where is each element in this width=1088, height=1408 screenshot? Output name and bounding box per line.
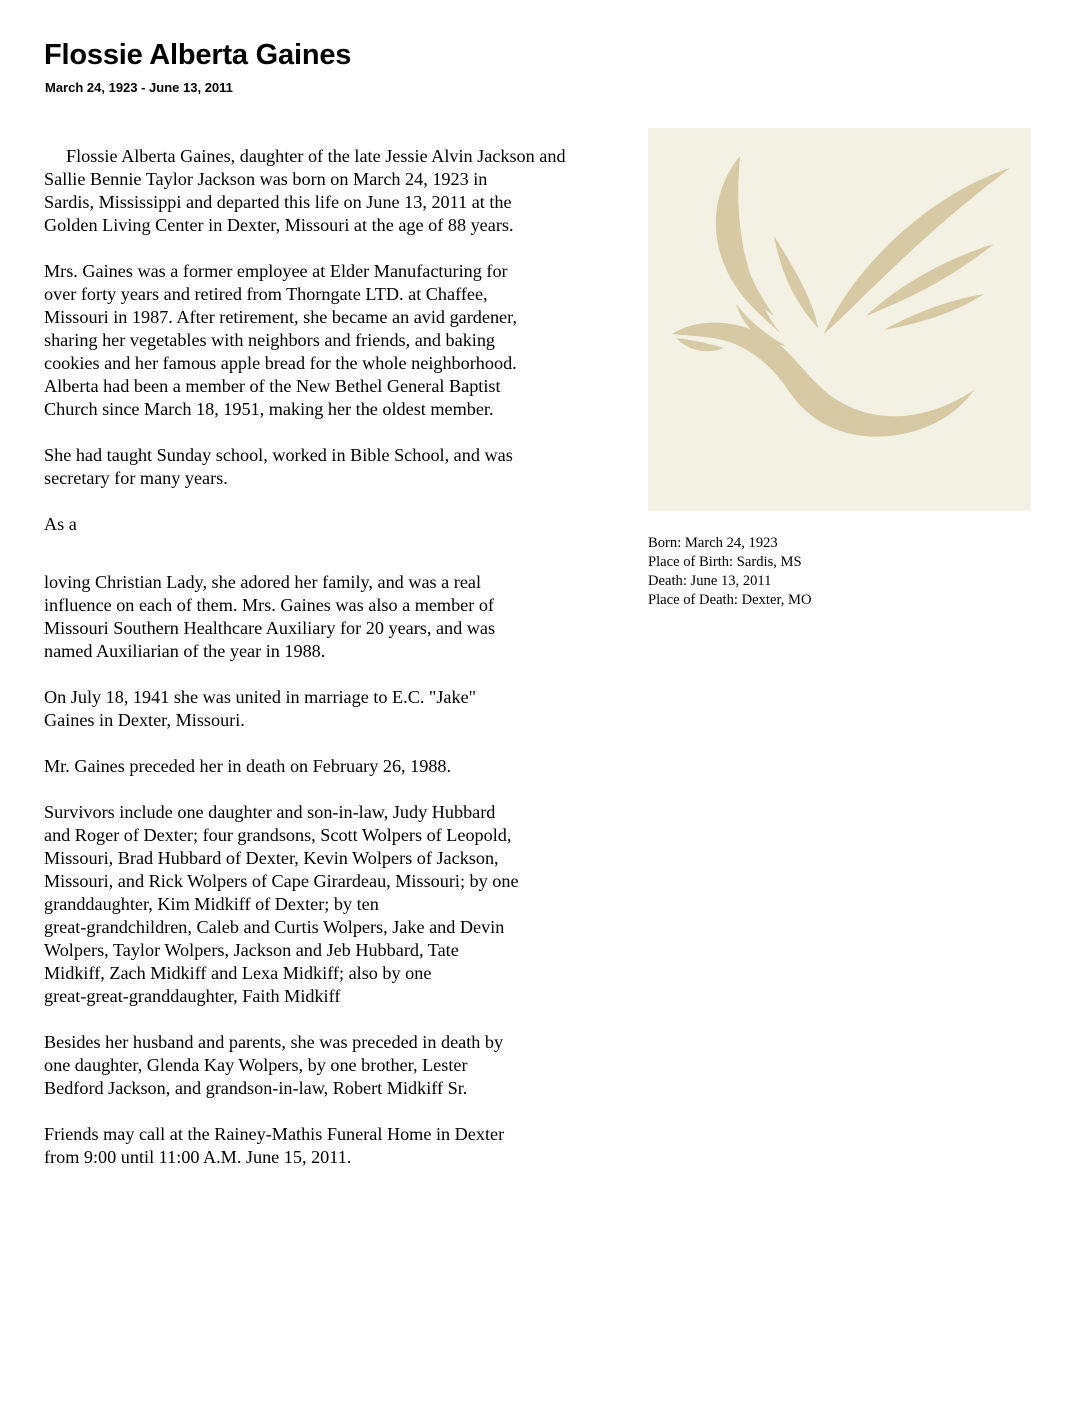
obituary-paragraph xyxy=(44,260,664,421)
text-line: great-great-granddaughter, Faith Midkiff xyxy=(44,986,341,1006)
text-line: influence on each of them. Mrs. Gaines was also a member of xyxy=(44,595,494,615)
text-line: great-grandchildren, Caleb and Curtis Wolpers, Jake and Devin xyxy=(44,917,505,937)
text-line: Mrs. Gaines was a former employee at Elder Manufacturing for xyxy=(44,261,508,281)
text-line: As a xyxy=(44,514,77,534)
obituary-paragraph xyxy=(44,145,664,237)
text-line: sharing her vegetables with neighbors and friends, and baking xyxy=(44,330,496,350)
text-line: Flossie Alberta Gaines, daughter of the late Jessie Alvin Jackson and xyxy=(66,146,566,166)
text-line: Missouri in 1987. After retirement, she became an avid gardener, xyxy=(44,307,517,327)
text-line: Friends may call at the Rainey-Mathis Funeral Home in Dexter xyxy=(44,1124,505,1144)
text-line: cookies and her famous apple bread for the whole neighborhood. xyxy=(44,353,517,373)
text-line: Midkiff, Zach Midkiff and Lexa Midkiff; also by one xyxy=(44,963,432,983)
obituary-paragraph xyxy=(44,801,664,1008)
obituary-paragraph xyxy=(44,513,664,536)
obituary-name: Flossie Alberta Gaines xyxy=(44,39,352,71)
text-line: and Roger of Dexter; four grandsons, Scott Wolpers of Leopold, xyxy=(44,825,512,845)
dove-image xyxy=(648,128,1031,511)
dove-icon xyxy=(648,128,1031,511)
text-line: Wolpers, Taylor Wolpers, Jackson and Jeb Hubbard, Tate xyxy=(44,940,459,960)
text-line: She had taught Sunday school, worked in Bible School, and was xyxy=(44,445,513,465)
text-line: Missouri, and Rick Wolpers of Cape Girardeau, Missouri; by one xyxy=(44,871,519,891)
text-line: from 9:00 until 11:00 A.M. June 15, 2011. xyxy=(44,1147,352,1167)
obituary-paragraph xyxy=(44,686,664,732)
text-line: Golden Living Center in Dexter, Missouri at the age of 88 years. xyxy=(44,215,514,235)
text-line: Besides her husband and parents, she was preceded in death by xyxy=(44,1032,504,1052)
obituary-text xyxy=(44,145,664,1192)
vital-facts xyxy=(648,534,812,610)
place-of-birth: Place of Birth: Sardis, MS xyxy=(648,554,802,570)
text-line: Mr. Gaines preceded her in death on February 26, 1988. xyxy=(44,756,452,776)
text-line: one daughter, Glenda Kay Wolpers, by one brother, Lester xyxy=(44,1055,468,1075)
place-of-death: Place of Death: Dexter, MO xyxy=(648,592,812,608)
death-date: Death: June 13, 2011 xyxy=(648,573,772,589)
text-line: secretary for many years. xyxy=(44,468,228,488)
text-line: named Auxiliarian of the year in 1988. xyxy=(44,641,326,661)
text-line: over forty years and retired from Thorngate LTD. at Chaffee, xyxy=(44,284,488,304)
text-line: Sallie Bennie Taylor Jackson was born on March 24, 1923 in xyxy=(44,169,488,189)
text-line: Sardis, Mississippi and departed this life on June 13, 2011 at the xyxy=(44,192,512,212)
text-line: Missouri, Brad Hubbard of Dexter, Kevin Wolpers of Jackson, xyxy=(44,848,499,868)
text-line: Missouri Southern Healthcare Auxiliary for 20 years, and was xyxy=(44,618,496,638)
text-line: Bedford Jackson, and grandson-in-law, Robert Midkiff Sr. xyxy=(44,1078,468,1098)
text-line: Survivors include one daughter and son-in-law, Judy Hubbard xyxy=(44,802,496,822)
date-range: March 24, 1923 - June 13, 2011 xyxy=(45,80,233,95)
text-line: Alberta had been a member of the New Bethel General Baptist xyxy=(44,376,501,396)
obituary-paragraph xyxy=(44,1031,664,1100)
text-line: loving Christian Lady, she adored her family, and was a real xyxy=(44,572,482,592)
text-line: Church since March 18, 1951, making her the oldest member. xyxy=(44,399,494,419)
obituary-paragraph xyxy=(44,444,664,490)
obituary-paragraph xyxy=(44,1123,664,1169)
text-line: On July 18, 1941 she was united in marriage to E.C. "Jake" xyxy=(44,687,477,707)
obituary-paragraph xyxy=(44,755,664,778)
text-line: Gaines in Dexter, Missouri. xyxy=(44,710,245,730)
obituary-paragraph xyxy=(44,571,664,663)
born-date: Born: March 24, 1923 xyxy=(648,535,778,551)
text-line: granddaughter, Kim Midkiff of Dexter; by ten xyxy=(44,894,379,914)
